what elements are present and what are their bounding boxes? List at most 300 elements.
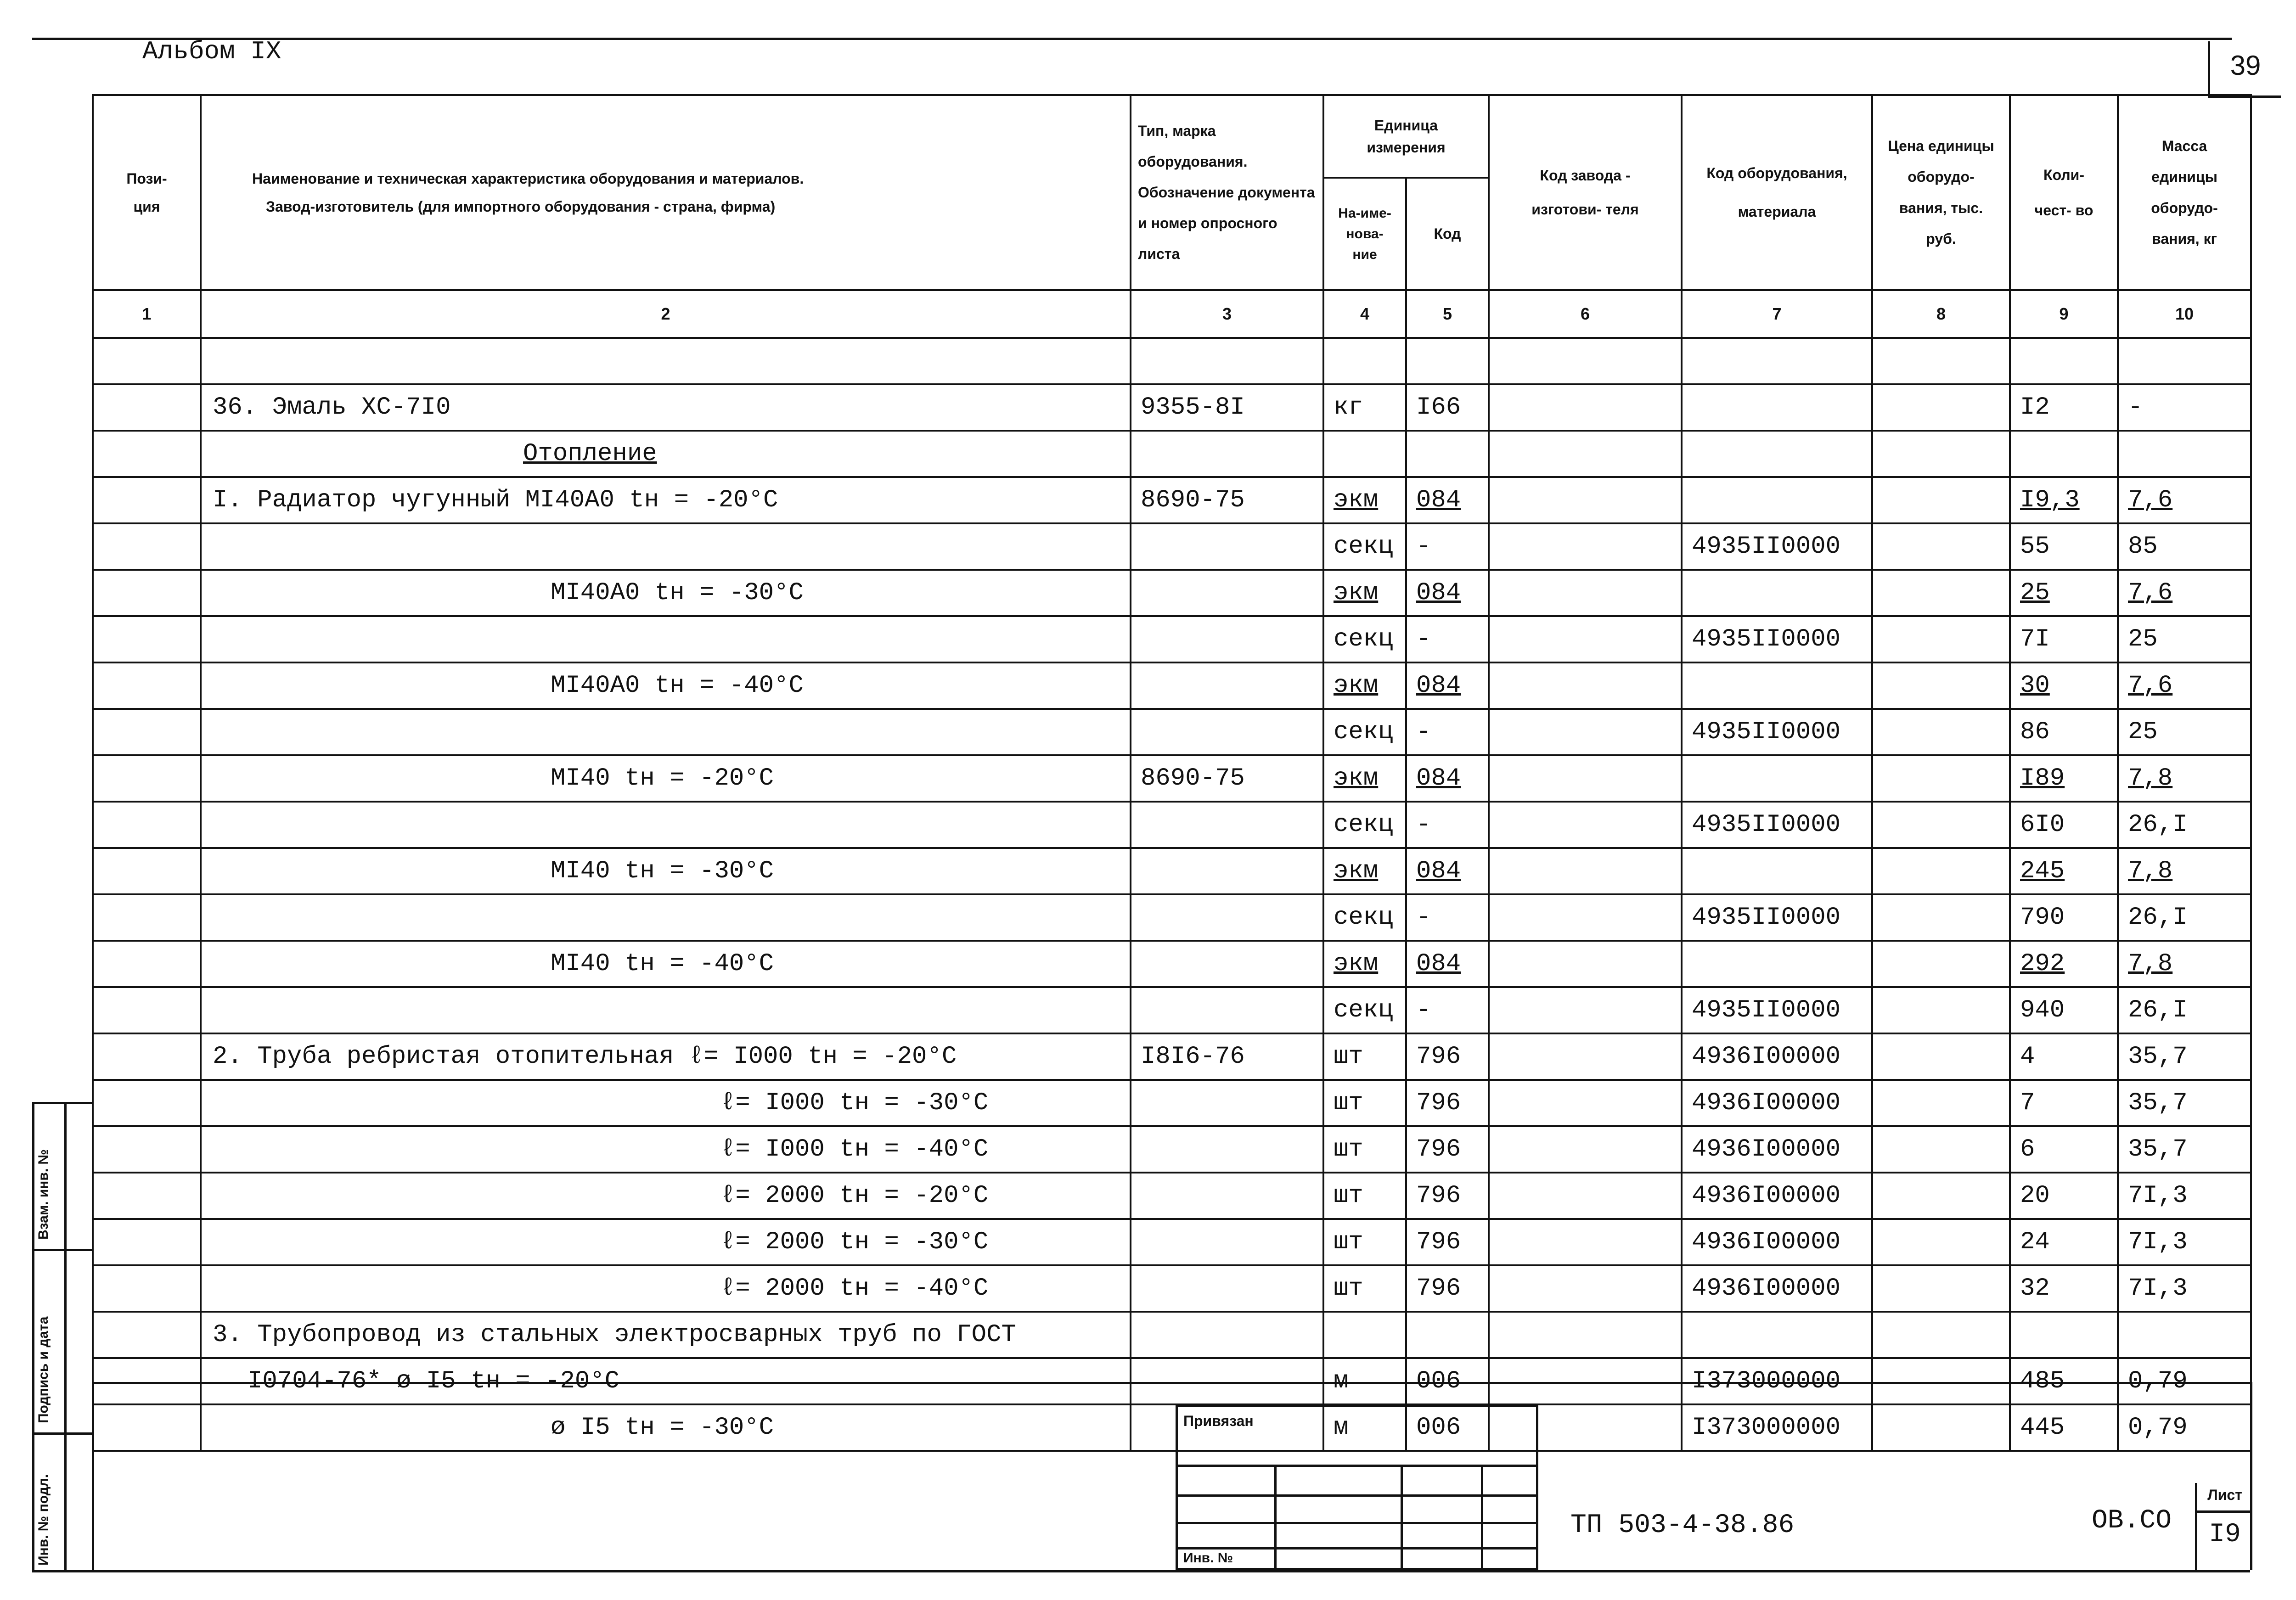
cell-c5: 796 (1406, 1219, 1489, 1265)
cell-c3 (1131, 894, 1323, 941)
cell-c10: 7,8 (2118, 941, 2251, 987)
margin-label-inventory: Инв. № подл. (36, 1474, 51, 1566)
cell-c9: 4 (2010, 1033, 2118, 1080)
margin-stamp-line (64, 1102, 67, 1570)
cell-c2: ℓ= 2000 tн = -30°С (201, 1219, 1131, 1265)
cell-c1 (93, 616, 201, 662)
cell-c5: 006 (1406, 1404, 1489, 1451)
sheet-rule (2197, 1510, 2252, 1513)
cell-c7: 4935II0000 (1682, 616, 1872, 662)
cell-c8 (1872, 709, 2010, 755)
col-header-mass: Масса единицы оборудо- вания, кг (2118, 95, 2251, 290)
cell-c5: 084 (1406, 848, 1489, 894)
cell-c10 (2118, 1312, 2251, 1358)
cell-c2 (201, 709, 1131, 755)
cell-c1 (93, 338, 201, 384)
table-row (93, 941, 2251, 987)
cell-c6 (1489, 987, 1682, 1033)
cell-c5: 796 (1406, 1033, 1489, 1080)
linked-stamp (1176, 1405, 1538, 1570)
cell-c2 (201, 987, 1131, 1033)
cell-c10: 35,7 (2118, 1126, 2251, 1173)
cell-c3: I8I6-76 (1131, 1033, 1323, 1080)
table-row (93, 1265, 2251, 1312)
frame-left (92, 1382, 94, 1570)
cell-c10: 26,I (2118, 894, 2251, 941)
cell-c10: 26,I (2118, 802, 2251, 848)
page-number: 39 (2230, 50, 2261, 81)
cell-c9: 86 (2010, 709, 2118, 755)
cell-c3 (1131, 1126, 1323, 1173)
cell-c9: 6 (2010, 1126, 2118, 1173)
cell-c8 (1872, 802, 2010, 848)
cell-c4: экм (1323, 662, 1406, 709)
cell-c9: 790 (2010, 894, 2118, 941)
cell-c5: 084 (1406, 755, 1489, 802)
col-number: 7 (1682, 290, 1872, 338)
cell-c1 (93, 662, 201, 709)
table-row (93, 1080, 2251, 1126)
cell-c9: 30 (2010, 662, 2118, 709)
col-number: 8 (1872, 290, 2010, 338)
cell-c1 (93, 941, 201, 987)
table-row (93, 616, 2251, 662)
table-row (93, 1358, 2251, 1404)
table-row (93, 1033, 2251, 1080)
table-row (93, 802, 2251, 848)
cell-c4: м (1323, 1358, 1406, 1404)
cell-c9: 24 (2010, 1219, 2118, 1265)
cell-c1 (93, 523, 201, 570)
cell-c5: - (1406, 523, 1489, 570)
sheet-number: I9 (2209, 1520, 2241, 1549)
cell-c9: 55 (2010, 523, 2118, 570)
cell-c4: секц (1323, 987, 1406, 1033)
cell-c5: 796 (1406, 1126, 1489, 1173)
cell-c3 (1131, 523, 1323, 570)
cell-c9 (2010, 338, 2118, 384)
cell-c10 (2118, 338, 2251, 384)
cell-c1 (93, 570, 201, 616)
col-number: 5 (1406, 290, 1489, 338)
cell-c9: 32 (2010, 1265, 2118, 1312)
cell-c8 (1872, 755, 2010, 802)
stamp-col (1481, 1465, 1483, 1570)
cell-c2: МI40 tн = -30°С (201, 848, 1131, 894)
cell-c5 (1406, 1312, 1489, 1358)
cell-c3: 9355-8I (1131, 384, 1323, 431)
cell-c2: МI40 tн = -40°С (201, 941, 1131, 987)
cell-c8 (1872, 384, 2010, 431)
cell-c10: 0,79 (2118, 1358, 2251, 1404)
table-row (93, 1404, 2251, 1451)
cell-c7 (1682, 431, 1872, 477)
cell-c6 (1489, 755, 1682, 802)
cell-c2: ℓ= 2000 tн = -40°С (201, 1265, 1131, 1312)
table-row (93, 755, 2251, 802)
cell-c1 (93, 894, 201, 941)
cell-c8 (1872, 1358, 2010, 1404)
table-row (93, 384, 2251, 431)
cell-c9: 7 (2010, 1080, 2118, 1126)
cell-c4: секц (1323, 709, 1406, 755)
cell-c1 (93, 477, 201, 523)
cell-c8 (1872, 1173, 2010, 1219)
cell-c5 (1406, 431, 1489, 477)
cell-c2 (201, 338, 1131, 384)
cell-c6 (1489, 848, 1682, 894)
cell-c10: 7,6 (2118, 477, 2251, 523)
cell-c5: 084 (1406, 662, 1489, 709)
cell-c2: МI40А0 tн = -40°С (201, 662, 1131, 709)
cell-c7 (1682, 1312, 1872, 1358)
cell-c8 (1872, 894, 2010, 941)
cell-c10: 25 (2118, 616, 2251, 662)
cell-c9: 20 (2010, 1173, 2118, 1219)
specification-table (92, 94, 2252, 1452)
table-row (93, 662, 2251, 709)
margin-stamp-line (32, 1102, 34, 1570)
cell-c2 (201, 802, 1131, 848)
col-header-name (201, 95, 1131, 290)
cell-c8 (1872, 338, 2010, 384)
cell-c5: - (1406, 987, 1489, 1033)
cell-c1 (93, 1358, 201, 1404)
cell-c10: 25 (2118, 709, 2251, 755)
cell-c9: 25 (2010, 570, 2118, 616)
cell-c1 (93, 431, 201, 477)
cell-c4: шт (1323, 1080, 1406, 1126)
cell-c6 (1489, 384, 1682, 431)
cell-c10: 26,I (2118, 987, 2251, 1033)
cell-c8 (1872, 662, 2010, 709)
cell-c4: шт (1323, 1033, 1406, 1080)
frame-bottom (92, 1570, 2250, 1572)
cell-c9 (2010, 1312, 2118, 1358)
cell-c8 (1872, 987, 2010, 1033)
cell-c6 (1489, 523, 1682, 570)
cell-c4: секц (1323, 616, 1406, 662)
cell-c10: 7I,3 (2118, 1173, 2251, 1219)
cell-c7: I373000000 (1682, 1358, 1872, 1404)
cell-c3 (1131, 1219, 1323, 1265)
cell-c8 (1872, 848, 2010, 894)
cell-c7 (1682, 848, 1872, 894)
cell-c3 (1131, 431, 1323, 477)
cell-c9: 245 (2010, 848, 2118, 894)
col-header-name-line2: Завод-изготовитель (для импортного оборудования - страна, фирма) (266, 198, 776, 215)
cell-c7: 4935II0000 (1682, 987, 1872, 1033)
cell-c5: - (1406, 616, 1489, 662)
cell-c4 (1323, 338, 1406, 384)
cell-c2: 3. Трубопровод из стальных электросварных труб по ГОСТ (201, 1312, 1131, 1358)
col-header-name-line1: Наименование и техническая характеристика оборудования и материалов. (252, 170, 804, 187)
cell-c9: I9,3 (2010, 477, 2118, 523)
cell-c7: 4936I00000 (1682, 1265, 1872, 1312)
cell-c8 (1872, 1126, 2010, 1173)
table-row (93, 477, 2251, 523)
cell-c6 (1489, 941, 1682, 987)
table-row (93, 523, 2251, 570)
cell-c10: 7,8 (2118, 755, 2251, 802)
cell-c9: 6I0 (2010, 802, 2118, 848)
cell-c3 (1131, 987, 1323, 1033)
cell-c2: ø I5 tн = -30°С (201, 1404, 1131, 1451)
table-row (93, 1312, 2251, 1358)
cell-c5: 084 (1406, 941, 1489, 987)
cell-c6 (1489, 894, 1682, 941)
cell-c4: секц (1323, 802, 1406, 848)
cell-c6 (1489, 1312, 1682, 1358)
cell-c6 (1489, 1265, 1682, 1312)
col-number: 10 (2118, 290, 2251, 338)
cell-c8 (1872, 616, 2010, 662)
stamp-col (1274, 1465, 1277, 1570)
cell-c5: 796 (1406, 1080, 1489, 1126)
col-header-unit-code: Код (1406, 178, 1489, 290)
cell-c3 (1131, 1265, 1323, 1312)
cell-c3 (1131, 802, 1323, 848)
col-header-position: Пози- ция (93, 95, 201, 290)
col-header-quantity: Коли- чест- во (2010, 95, 2118, 290)
cell-c2 (201, 523, 1131, 570)
cell-c1 (93, 1173, 201, 1219)
cell-c1 (93, 987, 201, 1033)
stamp-col (1401, 1465, 1403, 1570)
cell-c9: 445 (2010, 1404, 2118, 1451)
cell-c3 (1131, 848, 1323, 894)
cell-c5: - (1406, 709, 1489, 755)
cell-c9: I2 (2010, 384, 2118, 431)
cell-c2: МI40А0 tн = -30°С (201, 570, 1131, 616)
cell-c4 (1323, 431, 1406, 477)
cell-c5: 796 (1406, 1173, 1489, 1219)
cell-c1 (93, 1080, 201, 1126)
cell-c6 (1489, 1080, 1682, 1126)
cell-c4: шт (1323, 1265, 1406, 1312)
cell-c9: 7I (2010, 616, 2118, 662)
col-number: 2 (201, 290, 1131, 338)
cell-c8 (1872, 1404, 2010, 1451)
cell-c1 (93, 1404, 201, 1451)
linked-label: Привязан (1183, 1413, 1254, 1429)
cell-c2: Отопление (201, 431, 1131, 477)
cell-c5: 006 (1406, 1358, 1489, 1404)
cell-c8 (1872, 1312, 2010, 1358)
cell-c10: 35,7 (2118, 1080, 2251, 1126)
cell-c2: 2. Труба ребристая отопительная ℓ= I000 tн = -20°С (201, 1033, 1131, 1080)
cell-c10: 7I,3 (2118, 1219, 2251, 1265)
cell-c5: 084 (1406, 477, 1489, 523)
table-row (93, 894, 2251, 941)
margin-label-replacement: Взам. инв. № (36, 1149, 51, 1240)
cell-c1 (93, 384, 201, 431)
col-header-unit: Единица измерения (1323, 95, 1489, 178)
col-header-equipment-code: Код оборудования, материала (1682, 95, 1872, 290)
cell-c7 (1682, 662, 1872, 709)
cell-c4: секц (1323, 894, 1406, 941)
cell-c8 (1872, 1080, 2010, 1126)
cell-c2: ℓ= I000 tн = -40°С (201, 1126, 1131, 1173)
cell-c4: шт (1323, 1126, 1406, 1173)
page-number-box (2208, 41, 2281, 98)
sheet-label: Лист (2207, 1487, 2242, 1503)
cell-c2: I0704-76* ø I5 tн = -20°С (201, 1358, 1131, 1404)
cell-c3 (1131, 709, 1323, 755)
cell-c10: 7,6 (2118, 570, 2251, 616)
section-code: ОВ.СО (2092, 1506, 2172, 1536)
cell-c7: I373000000 (1682, 1404, 1872, 1451)
cell-c2: ℓ= 2000 tн = -20°С (201, 1173, 1131, 1219)
cell-c7: 4935II0000 (1682, 523, 1872, 570)
cell-c8 (1872, 1033, 2010, 1080)
margin-label-signature: Подпись и дата (36, 1316, 51, 1423)
cell-c3 (1131, 1173, 1323, 1219)
cell-c8 (1872, 477, 2010, 523)
cell-c10: 0,79 (2118, 1404, 2251, 1451)
cell-c7: 4936I00000 (1682, 1126, 1872, 1173)
cell-c4: шт (1323, 1173, 1406, 1219)
cell-c4: секц (1323, 523, 1406, 570)
cell-c8 (1872, 523, 2010, 570)
table-row (93, 1126, 2251, 1173)
cell-c10: 7,8 (2118, 848, 2251, 894)
cell-c6 (1489, 338, 1682, 384)
cell-c6 (1489, 1126, 1682, 1173)
table-row (93, 709, 2251, 755)
cell-c6 (1489, 431, 1682, 477)
cell-c10: 7,6 (2118, 662, 2251, 709)
cell-c2: ℓ= I000 tн = -30°С (201, 1080, 1131, 1126)
cell-c8 (1872, 431, 2010, 477)
cell-c4: кг (1323, 384, 1406, 431)
cell-c3 (1131, 1080, 1323, 1126)
table-row (93, 1173, 2251, 1219)
cell-c6 (1489, 662, 1682, 709)
cell-c1 (93, 848, 201, 894)
cell-c7 (1682, 477, 1872, 523)
cell-c6 (1489, 1219, 1682, 1265)
cell-c9: 485 (2010, 1358, 2118, 1404)
col-number: 4 (1323, 290, 1406, 338)
cell-c5: 796 (1406, 1265, 1489, 1312)
cell-c1 (93, 1126, 201, 1173)
cell-c2: I. Радиатор чугунный МI40А0 tн = -20°С (201, 477, 1131, 523)
cell-c2 (201, 894, 1131, 941)
cell-c7: 4936I00000 (1682, 1173, 1872, 1219)
cell-c7 (1682, 755, 1872, 802)
cell-c4: экм (1323, 848, 1406, 894)
table-row (93, 338, 2251, 384)
cell-c6 (1489, 709, 1682, 755)
cell-c4: шт (1323, 1219, 1406, 1265)
cell-c6 (1489, 477, 1682, 523)
col-number: 9 (2010, 290, 2118, 338)
cell-c3 (1131, 616, 1323, 662)
cell-c3 (1131, 1312, 1323, 1358)
cell-c6 (1489, 570, 1682, 616)
margin-stamp-divider (32, 1570, 92, 1572)
cell-c3: 8690-75 (1131, 477, 1323, 523)
col-number: 3 (1131, 290, 1323, 338)
cell-c7 (1682, 941, 1872, 987)
table-row (93, 431, 2251, 477)
margin-stamp-divider (32, 1102, 92, 1104)
cell-c7 (1682, 384, 1872, 431)
cell-c10: - (2118, 384, 2251, 431)
inventory-label: Инв. № (1183, 1550, 1233, 1566)
cell-c8 (1872, 941, 2010, 987)
cell-c5: 084 (1406, 570, 1489, 616)
cell-c8 (1872, 1219, 2010, 1265)
cell-c2: 36. Эмаль ХС-7I0 (201, 384, 1131, 431)
cell-c7: 4935II0000 (1682, 802, 1872, 848)
cell-c3: 8690-75 (1131, 755, 1323, 802)
cell-c4: экм (1323, 941, 1406, 987)
cell-c5 (1406, 338, 1489, 384)
cell-c4: экм (1323, 755, 1406, 802)
col-number: 6 (1489, 290, 1682, 338)
cell-c4: экм (1323, 570, 1406, 616)
cell-c4: м (1323, 1404, 1406, 1451)
cell-c10: 85 (2118, 523, 2251, 570)
col-header-unit-name: На-име-нова-ние (1323, 178, 1406, 290)
album-label: Альбом IX (142, 37, 281, 66)
table-row (93, 1219, 2251, 1265)
cell-c5: - (1406, 894, 1489, 941)
cell-c10: 7I,3 (2118, 1265, 2251, 1312)
cell-c7: 4936I00000 (1682, 1080, 1872, 1126)
cell-c1 (93, 1033, 201, 1080)
cell-c4 (1323, 1312, 1406, 1358)
cell-c8 (1872, 1265, 2010, 1312)
cell-c1 (93, 1219, 201, 1265)
cell-c5: I66 (1406, 384, 1489, 431)
cell-c6 (1489, 616, 1682, 662)
cell-c2 (201, 616, 1131, 662)
cell-c7: 4935II0000 (1682, 709, 1872, 755)
sheet-box (2195, 1483, 2252, 1570)
frame-table-end (92, 1382, 2250, 1384)
margin-stamp-divider (32, 1432, 92, 1435)
table-row (93, 848, 2251, 894)
cell-c3 (1131, 570, 1323, 616)
table-row (93, 570, 2251, 616)
cell-c1 (93, 755, 201, 802)
cell-c6 (1489, 1033, 1682, 1080)
cell-c6 (1489, 1358, 1682, 1404)
cell-c1 (93, 802, 201, 848)
col-header-price: Цена единицы оборудо- вания, тыс. руб. (1872, 95, 2010, 290)
top-rule (32, 38, 2232, 40)
col-header-type: Тип, марка оборудования. Обозначение документа и номер опросного листа (1131, 95, 1323, 290)
cell-c7 (1682, 338, 1872, 384)
cell-c3 (1131, 338, 1323, 384)
cell-c9: 292 (2010, 941, 2118, 987)
cell-c3 (1131, 941, 1323, 987)
cell-c7: 4935II0000 (1682, 894, 1872, 941)
cell-c7: 4936I00000 (1682, 1219, 1872, 1265)
cell-c5: - (1406, 802, 1489, 848)
cell-c1 (93, 1265, 201, 1312)
col-number: 1 (93, 290, 201, 338)
table-row (93, 987, 2251, 1033)
cell-c6 (1489, 1173, 1682, 1219)
cell-c10 (2118, 431, 2251, 477)
cell-c8 (1872, 570, 2010, 616)
cell-c6 (1489, 802, 1682, 848)
cell-c4: экм (1323, 477, 1406, 523)
